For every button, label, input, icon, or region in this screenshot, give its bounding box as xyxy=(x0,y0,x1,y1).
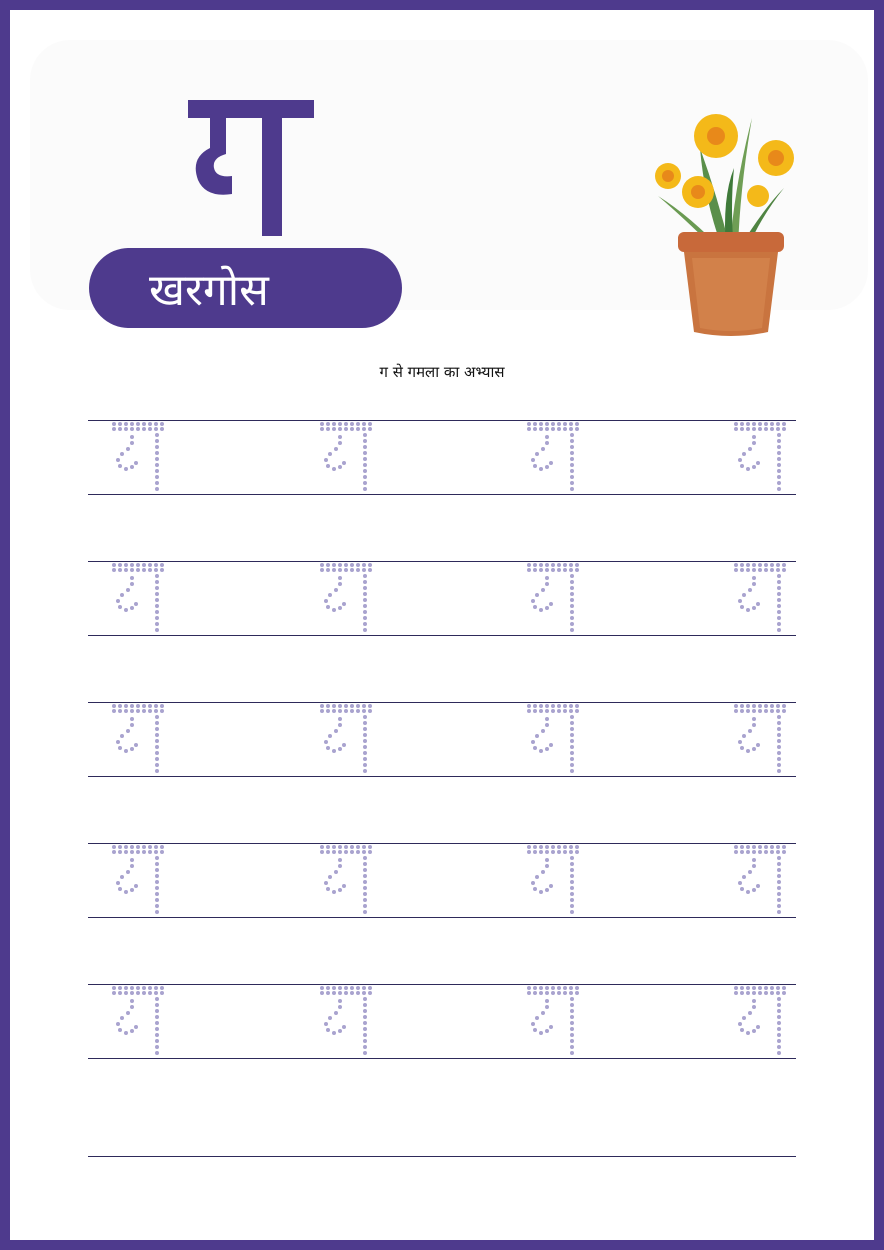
dotted-ga-trace-icon xyxy=(732,562,792,634)
dotted-ga-trace-icon xyxy=(110,421,170,493)
dotted-ga-trace-icon xyxy=(525,562,585,634)
dotted-ga-trace-icon xyxy=(110,703,170,775)
dotted-ga-trace-icon xyxy=(525,703,585,775)
practice-caption: ग से गमला का अभ्यास xyxy=(379,363,505,381)
dotted-ga-trace-icon xyxy=(318,985,378,1057)
dotted-ga-trace-icon xyxy=(110,844,170,916)
tracing-row xyxy=(88,561,796,636)
dotted-ga-trace-icon xyxy=(732,985,792,1057)
dotted-ga-trace-icon xyxy=(318,562,378,634)
word-label: खरगोस xyxy=(149,265,269,316)
tracing-row xyxy=(88,843,796,918)
big-letter-ga-icon xyxy=(176,88,324,248)
dotted-ga-trace-icon xyxy=(318,421,378,493)
tracing-row xyxy=(88,984,796,1059)
dotted-ga-trace-icon xyxy=(318,703,378,775)
dotted-ga-trace-icon xyxy=(525,421,585,493)
dotted-ga-trace-icon xyxy=(525,844,585,916)
tracing-row xyxy=(88,702,796,777)
tracing-rows xyxy=(88,420,796,1125)
dotted-ga-trace-icon xyxy=(110,562,170,634)
flower-pot-icon xyxy=(634,78,816,340)
dotted-ga-trace-icon xyxy=(732,844,792,916)
dotted-ga-trace-icon xyxy=(525,985,585,1057)
dotted-ga-trace-icon xyxy=(732,421,792,493)
dotted-ga-trace-icon xyxy=(110,985,170,1057)
tracing-row xyxy=(88,420,796,495)
dotted-ga-trace-icon xyxy=(732,703,792,775)
word-label-pill xyxy=(89,248,402,328)
dotted-ga-trace-icon xyxy=(318,844,378,916)
blank-writing-line xyxy=(88,1156,796,1157)
